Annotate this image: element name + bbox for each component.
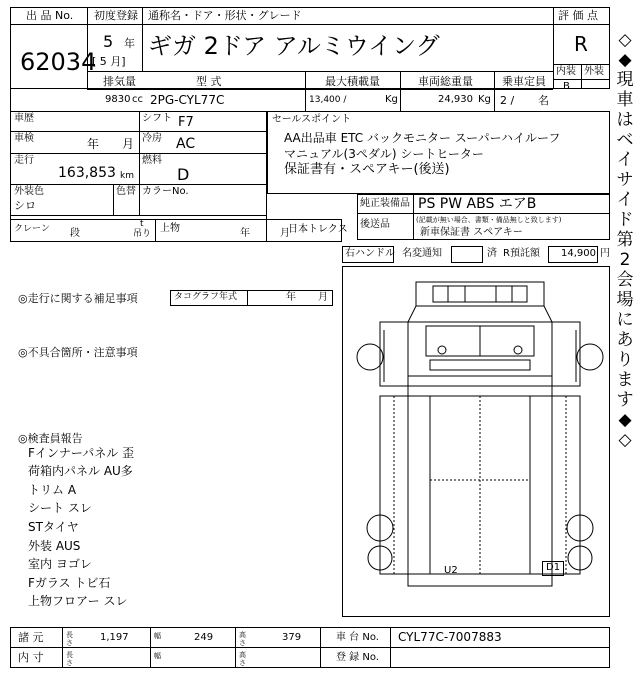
damage-code-d1: D1: [546, 562, 561, 573]
list-item: 室内 ヨゴレ: [28, 557, 92, 571]
top-body-label: 上物: [160, 223, 180, 234]
length-label: 長さ: [66, 631, 73, 647]
max-load-value: 13,400 /: [309, 95, 347, 105]
list-item: Fガラス トビ石: [28, 576, 111, 590]
shaken-label: 車検: [14, 133, 34, 144]
list-item: トリム A: [28, 483, 77, 497]
mileage-value: 163,853: [58, 165, 116, 181]
inner-width-label: 幅: [154, 652, 161, 660]
color-number-label: カラーNo.: [142, 186, 189, 197]
year-unit: 年: [124, 37, 135, 50]
venue-notice-char: ◆: [618, 50, 632, 70]
sales-point-line-2: マニュアル(3ペダル) シートヒーター: [284, 147, 484, 161]
max-load-unit: Kg: [385, 94, 398, 105]
chassis-number-value: CYL77C-7007883: [398, 630, 502, 644]
model-code: 2PG-CYL77C: [150, 93, 225, 107]
registration-number-label: 登 録 No.: [336, 652, 379, 663]
recycle-status: 済: [487, 248, 497, 259]
recycle-unit: 円: [600, 248, 610, 259]
gross-weight-label: 車両総重量: [418, 75, 473, 88]
dimensions-label: 諸 元: [18, 631, 44, 644]
width-value: 249: [194, 632, 214, 643]
lot-number-label: 出 品 No.: [26, 9, 74, 22]
fuel-label: 燃料: [142, 155, 162, 166]
venue-notice-char: は: [616, 110, 634, 130]
crane-lift-unit: 吊り: [133, 229, 152, 239]
displacement-label: 排気量: [103, 75, 136, 88]
crane-ton-unit: t: [140, 219, 144, 229]
venue-notice-char: 第: [616, 230, 634, 250]
gross-weight-unit: Kg: [478, 94, 491, 105]
sales-point-line-1: AA出品車 ETC バックモニター スーパーハイルーフ: [284, 131, 561, 145]
top-body-maker: 日本トレクス: [288, 224, 348, 235]
first-registration-year: 5: [103, 32, 114, 51]
sales-point-line-3: 保証書有・スペアキー(後送): [284, 162, 450, 177]
first-registration-month: [ 5 月]: [92, 55, 126, 68]
defect-notes-title: ◎不具合箇所・注意事項: [18, 346, 138, 359]
venue-notice-char: ◇: [618, 30, 632, 50]
venue-notice-char: サ: [616, 170, 634, 190]
shaken-month-unit: 月: [122, 137, 135, 151]
venue-notice-char: イ: [616, 190, 634, 210]
venue-notice-char: ◇: [618, 430, 632, 450]
venue-notice-char: 車: [616, 90, 634, 110]
venue-notice-char: 場: [616, 290, 634, 310]
venue-notice-char: ま: [616, 370, 634, 390]
shift-value: F7: [178, 115, 194, 130]
grade-label: 評 価 点: [558, 9, 598, 22]
venue-notice-char: ベ: [616, 130, 634, 150]
list-item: STタイヤ: [28, 520, 79, 534]
name-change-label: 名変通知: [402, 248, 442, 259]
height-label: 高さ: [239, 631, 246, 647]
chassis-number-label: 車 台 No.: [336, 632, 379, 643]
capacity-value: 2 /: [500, 94, 515, 107]
aircon-label: 冷房: [142, 133, 162, 144]
interior-grade-label: 内装: [556, 66, 576, 77]
later-delivery-value: 新車保証書 スペアキー: [420, 227, 523, 238]
top-body-month-unit: 月: [280, 228, 290, 239]
list-item: Fインナーパネル 歪: [28, 446, 135, 460]
recycle-label: R預託額: [503, 248, 540, 259]
mileage-unit: km: [120, 171, 134, 181]
length-value: 1,197: [100, 632, 129, 643]
inner-dimensions-label: 内 寸: [18, 651, 44, 664]
inspector-report-title: ◎検査員報告: [18, 432, 83, 445]
inner-length-label: 長さ: [66, 651, 73, 667]
venue-notice-char: ド: [616, 210, 634, 230]
list-item: 外装 AUS: [28, 539, 81, 553]
top-body-year-unit: 年: [240, 228, 250, 239]
model-label: 型 式: [196, 75, 222, 88]
standard-equipment-label: 純正装備品: [360, 198, 410, 209]
width-label: 幅: [154, 632, 161, 640]
driving-notes-title: ◎走行に関する補足事項: [18, 292, 138, 305]
lot-number: 62034: [20, 48, 97, 76]
venue-notice-char: す: [616, 390, 634, 410]
shift-label: シフト: [142, 113, 172, 124]
mileage-label: 走行: [14, 155, 34, 166]
interior-grade: B: [563, 81, 570, 92]
name-change-box: [451, 246, 483, 263]
truck-diagram: [343, 267, 609, 616]
venue-notice-char: 現: [616, 70, 634, 90]
height-value: 379: [282, 632, 302, 643]
venue-notice-char: ◆: [618, 410, 632, 430]
venue-notice-char: に: [616, 310, 634, 330]
venue-notice-vertical: [612, 30, 638, 450]
displacement-unit: cc: [132, 94, 143, 105]
tachograph-label: タコグラフ年式: [174, 292, 238, 302]
max-load-label: 最大積載量: [325, 75, 380, 88]
crane-label: クレーン: [14, 224, 50, 234]
tachograph-year-unit: 年: [286, 292, 296, 303]
overall-grade: R: [574, 32, 588, 56]
recycle-amount: 14,900: [561, 248, 596, 259]
venue-notice-char: り: [616, 350, 634, 370]
venue-notice-char: イ: [616, 150, 634, 170]
later-delivery-note: (記載が無い場合、書類・備品無しと致します): [416, 216, 562, 224]
aircon-value: AC: [176, 136, 196, 152]
tachograph-month-unit: 月: [318, 292, 328, 303]
fuel-value: D: [177, 165, 190, 184]
venue-notice-char: 2: [619, 250, 631, 270]
displacement-value: 9830: [105, 94, 131, 105]
shaken-year-unit: 年: [87, 137, 100, 151]
gross-weight-value: 24,930: [438, 94, 473, 105]
damage-code-u2: U2: [444, 565, 458, 576]
capacity-label: 乗車定員: [502, 75, 546, 88]
steering-value: 右ハンドル: [345, 248, 395, 259]
venue-notice-char: 会: [616, 270, 634, 290]
first-registration-label: 初度登録: [94, 9, 138, 22]
later-delivery-label: 後送品: [360, 219, 390, 230]
exterior-grade-label: 外装: [584, 66, 604, 77]
crane-stage-unit: 段: [70, 228, 80, 239]
capacity-unit: 名: [538, 94, 549, 107]
list-item: 荷箱内パネル AU多: [28, 464, 133, 478]
list-item: シート スレ: [28, 501, 92, 515]
venue-notice-char: あ: [616, 330, 634, 350]
vehicle-name-label: 通称名・ドア・形状・グレード: [148, 9, 302, 22]
color-change-label: 色替: [116, 186, 136, 197]
exterior-color-value: シロ: [14, 199, 36, 212]
vehicle-name: ギガ 2ドア アルミウイング: [148, 32, 440, 60]
exterior-color-label: 外装色: [14, 186, 44, 197]
sales-point-label: セールスポイント: [272, 114, 352, 125]
list-item: 上物フロアー スレ: [28, 594, 128, 608]
history-label: 車歴: [14, 113, 34, 124]
standard-equipment-value: PS PW ABS エアB: [418, 196, 537, 212]
inner-height-label: 高さ: [239, 651, 246, 667]
